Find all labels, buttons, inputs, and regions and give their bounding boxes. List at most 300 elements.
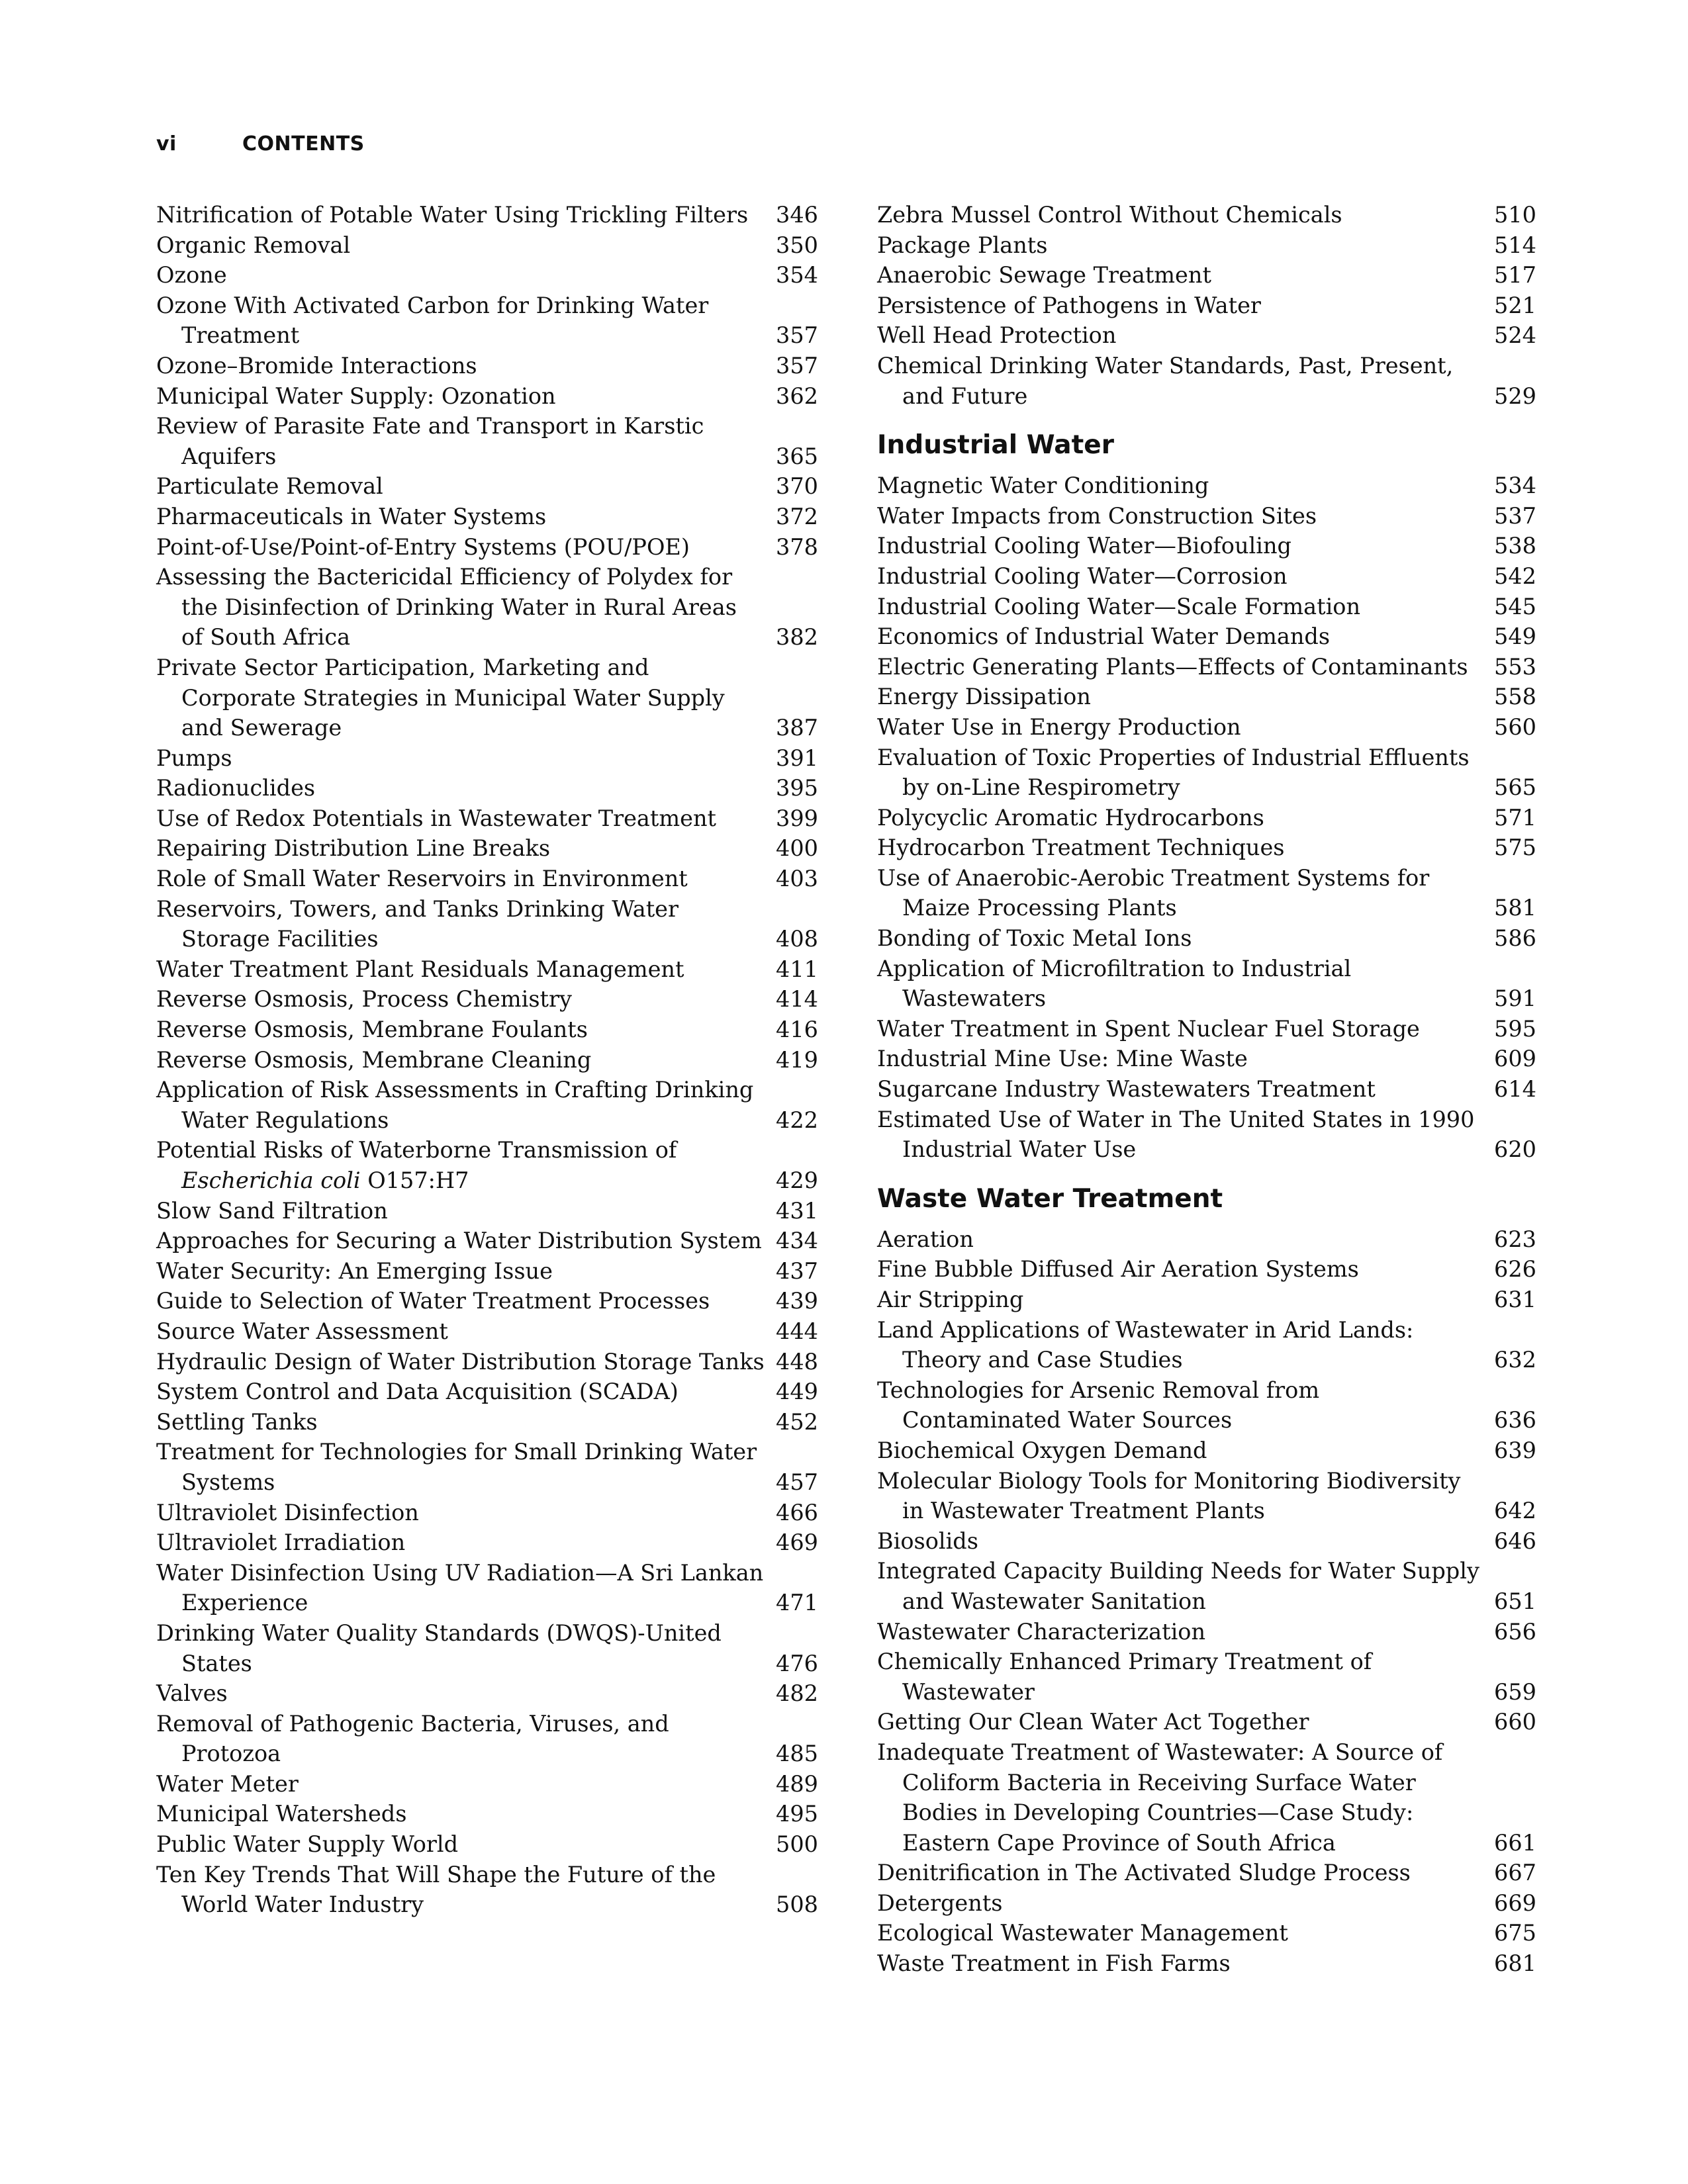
- toc-entry-title-text: Ozone: [156, 262, 227, 289]
- toc-entry-page-number: 416: [776, 1017, 818, 1043]
- toc-entry-title: [877, 652, 1483, 682]
- toc-entry-title: [877, 1224, 1483, 1255]
- toc-entry[interactable]: [156, 1045, 818, 1075]
- toc-entry-title-text: Water Impacts from Construction Sites: [877, 502, 1317, 529]
- section-heading-industrial-water: Industrial Water: [877, 430, 1114, 461]
- toc-entry-title-text: Air Stripping: [877, 1287, 1024, 1312]
- toc-entry-title: [156, 1527, 765, 1558]
- toc-entry[interactable]: [156, 1558, 818, 1618]
- toc-entry[interactable]: [877, 923, 1536, 954]
- toc-entry[interactable]: [877, 682, 1536, 712]
- toc-entry-title-text: Reverse Osmosis, Membrane Cleaning: [156, 1046, 592, 1073]
- section-heading-waste-water-treatment: Waste Water Treatment: [877, 1183, 1223, 1214]
- toc-entry-title: [156, 351, 765, 381]
- toc-entry[interactable]: [156, 1196, 818, 1226]
- toc-entry-page-number: 595: [1494, 1015, 1536, 1042]
- toc-entry[interactable]: [156, 1226, 818, 1256]
- page-folio: vi: [156, 132, 177, 156]
- toc-entry-page-number: 623: [1494, 1226, 1536, 1252]
- toc-entry[interactable]: [877, 1254, 1536, 1285]
- toc-entry-page-number: 346: [776, 202, 818, 228]
- toc-entry-page-number: 395: [776, 775, 818, 801]
- toc-entry-title-text: Water Use in Energy Production: [877, 713, 1241, 740]
- toc-entry-title-text: Waste Treatment in Fish Farms: [877, 1950, 1231, 1977]
- toc-entry-title-text: Municipal Water Supply: Ozonation: [156, 383, 556, 409]
- toc-entry-title: [156, 1558, 765, 1618]
- contents-list-industrial-water: [877, 471, 1536, 1165]
- toc-entry-title: [156, 260, 765, 291]
- toc-entry-title: [877, 1948, 1483, 1979]
- toc-entry-title-text: Polycyclic Aromatic Hydrocarbons: [877, 804, 1264, 831]
- toc-entry-page-number: 581: [1494, 895, 1536, 921]
- toc-entry-title: [877, 1647, 1483, 1707]
- toc-entry[interactable]: [877, 1435, 1536, 1466]
- toc-entry-title-text: Water Treatment in Spent Nuclear Fuel Storage: [877, 1015, 1420, 1042]
- toc-entry-title-text: Drinking Water Quality Standards (DWQS)-United States: [156, 1619, 722, 1676]
- toc-entry[interactable]: [877, 1888, 1536, 1919]
- toc-entry-page-number: 631: [1494, 1287, 1536, 1312]
- toc-entry-title-text: Land Applications of Wastewater in Arid Lands: Theory and Case Studies: [877, 1316, 1414, 1373]
- toc-entry[interactable]: [156, 1678, 818, 1709]
- toc-entry-title-text: Denitrification in The Activated Sludge Process: [877, 1860, 1411, 1886]
- toc-entry-title-text: Pharmaceuticals in Water Systems: [156, 503, 547, 529]
- toc-entry-page-number: 482: [776, 1680, 818, 1707]
- toc-entry-title-text: Hydrocarbon Treatment Techniques: [877, 835, 1285, 861]
- toc-entry-title: [156, 773, 765, 803]
- toc-entry[interactable]: [877, 1375, 1536, 1435]
- toc-entry-title: [877, 743, 1483, 803]
- toc-entry[interactable]: [877, 1105, 1536, 1165]
- toc-entry-page-number: 656: [1494, 1618, 1536, 1645]
- contents-column-right: [877, 200, 1536, 1979]
- toc-entry[interactable]: [156, 1256, 818, 1287]
- toc-entry[interactable]: [156, 1527, 818, 1558]
- toc-entry-page-number: 558: [1494, 684, 1536, 710]
- toc-entry-page-number: 537: [1494, 502, 1536, 529]
- toc-entry[interactable]: [877, 1526, 1536, 1557]
- toc-entry[interactable]: [156, 1769, 818, 1799]
- toc-entry[interactable]: [877, 652, 1536, 682]
- toc-entry-page-number: 372: [776, 503, 818, 529]
- toc-entry-title-text: Estimated Use of Water in The United States in 1990 Industrial Water Use: [877, 1106, 1475, 1163]
- toc-entry[interactable]: [877, 501, 1536, 531]
- toc-entry-title-text: Valves: [156, 1680, 228, 1707]
- toc-entry[interactable]: [156, 1075, 818, 1135]
- toc-entry-title-text: Ozone–Bromide Interactions: [156, 352, 477, 379]
- toc-entry[interactable]: [877, 743, 1536, 803]
- toc-entry-title-text: Bonding of Toxic Metal Ions: [877, 925, 1192, 952]
- toc-entry-title-text: Well Head Protection: [877, 322, 1117, 349]
- toc-entry[interactable]: [156, 562, 818, 653]
- toc-entry-title-text: Industrial Mine Use: Mine Waste: [877, 1046, 1248, 1072]
- contents-column-left: [156, 200, 818, 1920]
- toc-entry-title-text: Detergents: [877, 1889, 1003, 1916]
- toc-entry-page-number: 357: [776, 352, 818, 379]
- toc-entry-page-number: 354: [776, 262, 818, 289]
- toc-entry-title: [156, 1196, 765, 1226]
- toc-entry-title: [877, 682, 1483, 712]
- toc-entry-title-text: Approaches for Securing a Water Distribution System: [156, 1228, 762, 1254]
- toc-entry[interactable]: [877, 1285, 1536, 1315]
- toc-entry-title: [877, 1105, 1483, 1165]
- toc-entry[interactable]: [877, 351, 1536, 411]
- toc-entry-title-text: Electric Generating Plants—Effects of Contaminants: [877, 653, 1468, 680]
- toc-entry[interactable]: [156, 1709, 818, 1769]
- toc-entry[interactable]: [877, 561, 1536, 592]
- toc-entry-page-number: 422: [776, 1107, 818, 1133]
- toc-entry[interactable]: [156, 984, 818, 1015]
- toc-entry-page-number: 534: [1494, 473, 1536, 499]
- toc-entry[interactable]: [156, 200, 818, 230]
- toc-entry[interactable]: [156, 471, 818, 502]
- toc-entry-page-number: 646: [1494, 1527, 1536, 1554]
- toc-entry[interactable]: [877, 230, 1536, 261]
- toc-entry-title-text: Guide to Selection of Water Treatment Processes: [156, 1288, 710, 1314]
- toc-entry[interactable]: [156, 532, 818, 563]
- toc-entry[interactable]: [877, 320, 1536, 351]
- toc-entry-title: [156, 1377, 765, 1407]
- toc-entry-title-text: Ozone With Activated Carbon for Drinking Water Treatment: [156, 292, 709, 349]
- toc-entry-title-text: Economics of Industrial Water Demands: [877, 623, 1331, 650]
- toc-entry-title-text: Point-of-Use/Point-of-Entry Systems (POU/POE): [156, 533, 690, 560]
- toc-entry-title: [877, 863, 1483, 923]
- toc-entry-title-text: Anaerobic Sewage Treatment: [877, 262, 1211, 289]
- toc-entry[interactable]: [156, 954, 818, 985]
- toc-entry-title: [156, 1045, 765, 1075]
- toc-entry-title: [877, 1617, 1483, 1647]
- toc-entry-page-number: 659: [1494, 1678, 1536, 1705]
- toc-entry-page-number: 452: [776, 1408, 818, 1435]
- toc-entry-title-text: Pumps: [156, 745, 232, 771]
- toc-entry-page-number: 444: [776, 1318, 818, 1344]
- toc-entry[interactable]: [156, 1437, 818, 1497]
- toc-entry-title: [877, 954, 1483, 1014]
- toc-entry-page-number: 449: [776, 1379, 818, 1405]
- toc-entry-page-number: 485: [776, 1741, 818, 1767]
- toc-entry[interactable]: [877, 592, 1536, 622]
- toc-entry-page-number: 350: [776, 232, 818, 258]
- toc-entry[interactable]: [156, 864, 818, 894]
- toc-entry[interactable]: [156, 502, 818, 532]
- toc-entry-title: [156, 381, 765, 412]
- toc-entry-page-number: 448: [776, 1348, 818, 1375]
- toc-entry[interactable]: [877, 954, 1536, 1014]
- toc-entry-page-number: 471: [776, 1590, 818, 1616]
- toc-entry-page-number: 508: [776, 1891, 818, 1918]
- toc-entry-page-number: 514: [1494, 232, 1536, 258]
- toc-entry-page-number: 660: [1494, 1709, 1536, 1735]
- toc-entry[interactable]: [877, 531, 1536, 561]
- toc-entry-title-text: Technologies for Arsenic Removal from Contaminated Water Sources: [877, 1377, 1320, 1433]
- toc-entry[interactable]: [156, 1015, 818, 1045]
- toc-entry[interactable]: [156, 291, 818, 351]
- toc-entry-title-text: Biosolids: [877, 1527, 978, 1554]
- toc-entry-page-number: 642: [1494, 1498, 1536, 1524]
- toc-entry-page-number: 636: [1494, 1407, 1536, 1433]
- toc-entry-page-number: 357: [776, 322, 818, 349]
- toc-entry-page-number: 403: [776, 866, 818, 892]
- toc-entry-title: [156, 291, 765, 351]
- toc-entry[interactable]: [877, 200, 1536, 230]
- toc-entry[interactable]: [877, 1707, 1536, 1737]
- toc-entry-page-number: 529: [1494, 383, 1536, 409]
- toc-entry-title-text: Getting Our Clean Water Act Together: [877, 1709, 1309, 1735]
- toc-entry-title-text: Evaluation of Toxic Properties of Industrial Effluents by on-Line Respirometry: [877, 744, 1470, 801]
- toc-entry[interactable]: [877, 1014, 1536, 1044]
- toc-entry-page-number: 575: [1494, 835, 1536, 861]
- toc-entry[interactable]: [877, 833, 1536, 863]
- toc-entry[interactable]: [156, 1286, 818, 1316]
- toc-entry[interactable]: [156, 894, 818, 954]
- toc-entry-title-text: Role of Small Water Reservoirs in Environment: [156, 866, 688, 892]
- toc-entry-page-number: 419: [776, 1046, 818, 1073]
- toc-entry-page-number: 365: [776, 443, 818, 469]
- toc-entry-page-number: 489: [776, 1770, 818, 1797]
- toc-entry-page-number: 431: [776, 1197, 818, 1224]
- toc-entry[interactable]: [156, 260, 818, 291]
- toc-entry[interactable]: [156, 1860, 818, 1920]
- toc-entry[interactable]: [156, 773, 818, 803]
- toc-entry-page-number: 626: [1494, 1256, 1536, 1283]
- toc-entry[interactable]: [877, 1044, 1536, 1074]
- toc-entry-page-number: 457: [776, 1469, 818, 1495]
- toc-entry-title: [877, 260, 1483, 291]
- toc-entry-title: [156, 502, 765, 532]
- toc-entry-page-number: 378: [776, 533, 818, 560]
- toc-entry[interactable]: [877, 1858, 1536, 1888]
- toc-entry[interactable]: [877, 1315, 1536, 1375]
- toc-entry-page-number: 400: [776, 835, 818, 862]
- toc-entry-title: [877, 1285, 1483, 1315]
- toc-entry[interactable]: [877, 803, 1536, 833]
- toc-entry[interactable]: [156, 1347, 818, 1377]
- toc-entry-title-suffix: O157:H7: [360, 1167, 469, 1193]
- toc-entry-title-text: Reverse Osmosis, Process Chemistry: [156, 986, 572, 1013]
- toc-entry-title-italic: Escherichia coli: [181, 1167, 361, 1193]
- toc-entry-title-text: Use of Redox Potentials in Wastewater Treatment: [156, 805, 716, 831]
- toc-entry-title: [156, 1437, 765, 1497]
- toc-entry-title-text: Industrial Cooling Water—Corrosion: [877, 563, 1288, 589]
- toc-entry-title: [877, 1014, 1483, 1044]
- toc-entry-page-number: 517: [1494, 262, 1536, 289]
- toc-entry[interactable]: [877, 471, 1536, 501]
- toc-entry-title-text: Hydraulic Design of Water Distribution Storage Tanks: [156, 1348, 765, 1375]
- toc-entry-title: [156, 954, 765, 985]
- toc-entry-title: [156, 1799, 765, 1829]
- toc-entry-title: [877, 1074, 1483, 1105]
- toc-entry-title-text: Sugarcane Industry Wastewaters Treatment: [877, 1076, 1376, 1103]
- toc-entry-title: [156, 1226, 765, 1256]
- toc-entry[interactable]: [877, 863, 1536, 923]
- toc-entry-page-number: 681: [1494, 1950, 1536, 1977]
- toc-entry-title: [156, 1407, 765, 1437]
- toc-entry-title: [156, 984, 765, 1015]
- toc-entry-page-number: 661: [1494, 1829, 1536, 1856]
- toc-entry[interactable]: [156, 1316, 818, 1347]
- running-head-title: CONTENTS: [242, 132, 365, 156]
- toc-entry-page-number: 545: [1494, 593, 1536, 619]
- toc-entry[interactable]: [877, 1948, 1536, 1979]
- toc-entry-title-text: Water Disinfection Using UV Radiation—A Sri Lankan Experience: [156, 1559, 764, 1616]
- toc-entry-title-text: Biochemical Oxygen Demand: [877, 1437, 1207, 1463]
- toc-entry-title: [156, 1829, 765, 1860]
- toc-entry[interactable]: [877, 1617, 1536, 1647]
- toc-entry-title: [877, 471, 1483, 501]
- toc-entry-title: [156, 743, 765, 774]
- toc-entry-page-number: 362: [776, 383, 818, 409]
- toc-entry-title: [877, 291, 1483, 321]
- toc-entry-page-number: 521: [1494, 292, 1536, 318]
- toc-entry-page-number: 538: [1494, 533, 1536, 559]
- toc-entry-title: [156, 471, 765, 502]
- toc-entry-page-number: 553: [1494, 653, 1536, 680]
- toc-entry-page-number: 669: [1494, 1889, 1536, 1916]
- toc-entry[interactable]: [877, 1918, 1536, 1948]
- toc-entry[interactable]: [156, 1377, 818, 1407]
- toc-entry-page-number: 387: [776, 715, 818, 741]
- toc-entry[interactable]: [156, 833, 818, 864]
- toc-entry-title-text: Repairing Distribution Line Breaks: [156, 835, 551, 862]
- toc-entry-title-text: Application of Risk Assessments in Crafting Drinking Water Regulations: [156, 1077, 754, 1133]
- toc-entry-title-text: Private Sector Participation, Marketing and Corporate Strategies in Municipal Water Supply and Sewerage: [156, 654, 725, 741]
- toc-entry-title: [877, 1254, 1483, 1285]
- toc-entry-title-text: Review of Parasite Fate and Transport in Karstic Aquifers: [156, 413, 704, 469]
- toc-entry-title: [877, 561, 1483, 592]
- toc-entry[interactable]: [156, 653, 818, 743]
- toc-entry-title: [156, 1860, 765, 1920]
- toc-entry-title: [877, 833, 1483, 863]
- toc-entry-page-number: 414: [776, 986, 818, 1013]
- toc-entry-page-number: 542: [1494, 563, 1536, 589]
- toc-entry[interactable]: [877, 260, 1536, 291]
- toc-entry-title-text: Integrated Capacity Building Needs for Water Supply and Wastewater Sanitation: [877, 1558, 1479, 1614]
- toc-entry-title-text: Ten Key Trends That Will Shape the Future of the World Water Industry: [156, 1861, 716, 1918]
- toc-entry-title-text: Treatment for Technologies for Small Drinking Water Systems: [156, 1439, 757, 1495]
- toc-entry[interactable]: [156, 1498, 818, 1528]
- toc-entry[interactable]: [156, 1799, 818, 1829]
- toc-entry-page-number: 495: [776, 1801, 818, 1827]
- toc-entry-title-text: Reservoirs, Towers, and Tanks Drinking Water Storage Facilities: [156, 895, 679, 952]
- toc-entry-title: [877, 592, 1483, 622]
- toc-entry-title-text: Nitrification of Potable Water Using Trickling Filters: [156, 202, 749, 228]
- toc-entry[interactable]: [156, 411, 818, 471]
- toc-entry-page-number: 571: [1494, 804, 1536, 831]
- toc-entry-title: [877, 923, 1483, 954]
- toc-entry-title: [877, 320, 1483, 351]
- toc-entry-title: [877, 351, 1483, 411]
- toc-entry-title: [156, 864, 765, 894]
- toc-entry-title-text: Ultraviolet Irradiation: [156, 1529, 406, 1556]
- toc-entry-title: [877, 1707, 1483, 1737]
- toc-entry-title: [156, 1347, 765, 1377]
- toc-entry-title-text: Municipal Watersheds: [156, 1801, 407, 1827]
- toc-entry[interactable]: [156, 743, 818, 774]
- toc-entry-page-number: 549: [1494, 623, 1536, 650]
- toc-entry-page-number: 476: [776, 1650, 818, 1676]
- toc-entry-page-number: 408: [776, 926, 818, 952]
- toc-entry[interactable]: [877, 1466, 1536, 1526]
- toc-entry-page-number: 399: [776, 805, 818, 831]
- toc-entry-title-text: Molecular Biology Tools for Monitoring Biodiversity in Wastewater Treatment Plants: [877, 1467, 1461, 1524]
- toc-entry-title-text: Ecological Wastewater Management: [877, 1920, 1288, 1946]
- toc-entry-title: [877, 230, 1483, 261]
- toc-entry-title: [156, 562, 765, 653]
- toc-entry-title: [877, 501, 1483, 531]
- toc-entry-page-number: 639: [1494, 1437, 1536, 1463]
- toc-entry-title: [156, 1015, 765, 1045]
- toc-entry[interactable]: [877, 712, 1536, 743]
- toc-entry[interactable]: [156, 381, 818, 412]
- toc-entry-title-text: Organic Removal: [156, 232, 351, 258]
- toc-entry-title-text: Potential Risks of Waterborne Transmission of: [156, 1137, 677, 1163]
- toc-entry-title-text: Wastewater Characterization: [877, 1618, 1206, 1645]
- toc-entry-title-text: Industrial Cooling Water—Biofouling: [877, 533, 1291, 559]
- toc-entry[interactable]: [156, 1618, 818, 1678]
- toc-entry[interactable]: [156, 1135, 818, 1195]
- contents-list-continued: [877, 200, 1536, 411]
- toc-entry-page-number: 510: [1494, 202, 1536, 228]
- toc-entry-page-number: 469: [776, 1529, 818, 1556]
- toc-entry[interactable]: [877, 1647, 1536, 1707]
- toc-entry-page-number: 565: [1494, 774, 1536, 801]
- toc-entry-title-text: Chemically Enhanced Primary Treatment of Wastewater: [877, 1649, 1372, 1705]
- toc-entry-page-number: 411: [776, 956, 818, 982]
- toc-entry[interactable]: [156, 803, 818, 834]
- toc-entry-title-text: Public Water Supply World: [156, 1831, 459, 1858]
- toc-entry-page-number: 500: [776, 1831, 818, 1858]
- contents-list-waste-water-treatment: [877, 1224, 1536, 1979]
- toc-entry-title-text: Aeration: [877, 1226, 974, 1252]
- toc-entry-title-text: System Control and Data Acquisition (SCADA): [156, 1379, 679, 1405]
- toc-entry-title-text: Persistence of Pathogens in Water: [877, 292, 1261, 318]
- toc-entry[interactable]: [156, 1407, 818, 1437]
- toc-entry-title: [156, 1286, 765, 1316]
- toc-entry-title-text: Water Treatment Plant Residuals Management: [156, 956, 684, 982]
- toc-entry-title: [877, 712, 1483, 743]
- toc-entry-title: [877, 803, 1483, 833]
- toc-entry[interactable]: [877, 1074, 1536, 1105]
- toc-entry[interactable]: [156, 230, 818, 261]
- toc-entry-page-number: 370: [776, 473, 818, 500]
- toc-entry-title: [156, 1075, 765, 1135]
- toc-entry[interactable]: [877, 1224, 1536, 1255]
- toc-entry-page-number: 620: [1494, 1136, 1536, 1163]
- toc-entry-title: [156, 1256, 765, 1287]
- toc-entry[interactable]: [156, 351, 818, 381]
- toc-entry[interactable]: [877, 1556, 1536, 1616]
- toc-entry-page-number: 614: [1494, 1076, 1536, 1103]
- toc-entry-title-text: Inadequate Treatment of Wastewater: A Source of Coliform Bacteria in Receiving Surface Water Bodies in Developing Countries—Case Study: Eastern Cape Province of South Africa: [877, 1739, 1443, 1856]
- toc-entry[interactable]: [877, 1737, 1536, 1858]
- toc-entry[interactable]: [156, 1829, 818, 1860]
- toc-entry-title: [877, 1888, 1483, 1919]
- toc-entry-title: [877, 1315, 1483, 1375]
- toc-entry-title: [877, 1044, 1483, 1074]
- toc-entry-title: [877, 1466, 1483, 1526]
- toc-entry-page-number: 524: [1494, 322, 1536, 349]
- toc-entry-page-number: 586: [1494, 925, 1536, 952]
- toc-entry[interactable]: [877, 291, 1536, 321]
- toc-entry-title: [877, 1858, 1483, 1888]
- toc-entry-title: [156, 653, 765, 743]
- toc-entry-title-text: Package Plants: [877, 232, 1048, 258]
- toc-entry-title-text: Slow Sand Filtration: [156, 1197, 388, 1224]
- toc-entry-title-text: Fine Bubble Diffused Air Aeration Systems: [877, 1256, 1359, 1283]
- toc-entry[interactable]: [877, 621, 1536, 652]
- toc-entry-title: [156, 803, 765, 834]
- toc-entry-title: [877, 621, 1483, 652]
- toc-entry-title: [156, 1498, 765, 1528]
